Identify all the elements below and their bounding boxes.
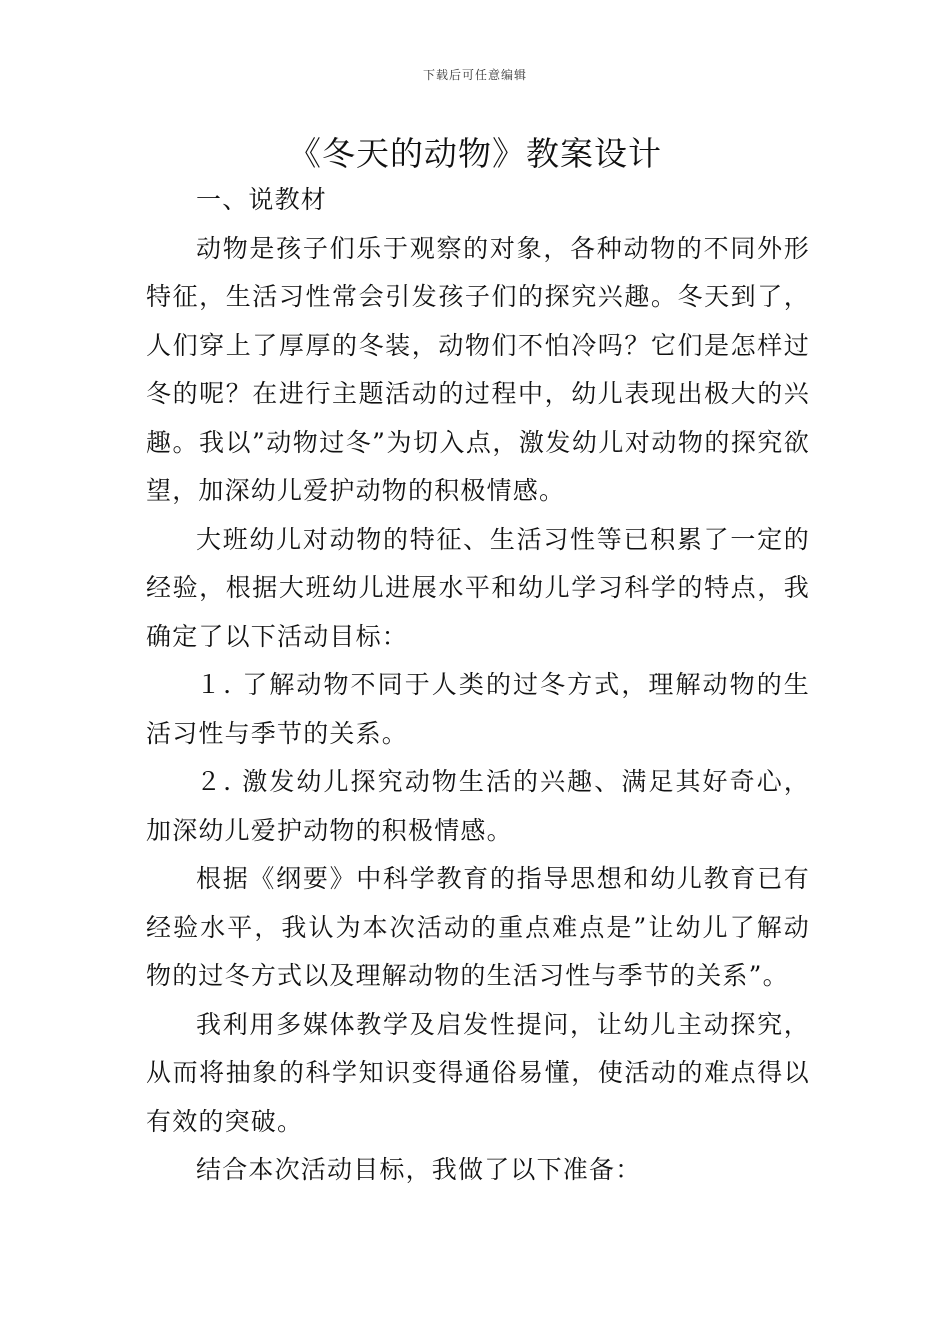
paragraph-key-points: 根据《纲要》中科学教育的指导思想和幼儿教育已有经验水平，我认为本次活动的重点难点是”让幼儿了解动物的过冬方式以及理解动物的生活习性与季节的关系”。 xyxy=(146,864,810,990)
document-title: 《冬天的动物》教案设计 xyxy=(288,134,662,173)
goal-item-1: １. 了解动物不同于人类的过冬方式，理解动物的生活习性与季节的关系。 xyxy=(146,670,810,748)
section-heading: 一、说教材 xyxy=(196,185,328,214)
goal-item-2: ２. 激发幼儿探究动物生活的兴趣、满足其好奇心，加深幼儿爱护动物的积极情感。 xyxy=(146,767,810,845)
paragraph-method: 我利用多媒体教学及启发性提问，让幼儿主动探究，从而将抽象的科学知识变得通俗易懂，使活动的难点得以有效的突破。 xyxy=(146,1009,810,1136)
paragraph-preparation: 结合本次活动目标，我做了以下准备： xyxy=(196,1155,642,1184)
document-body xyxy=(146,176,810,1195)
header-note: 下载后可任意编辑 xyxy=(422,68,527,82)
paragraph-intro: 动物是孩子们乐于观察的对象，各种动物的不同外形特征，生活习性常会引发孩子们的探究兴趣。冬天到了，人们穿上了厚厚的冬装，动物们不怕冷吗？它们是怎样过冬的呢？在进行主题活动的过程中，幼儿表现出极大的兴趣。我以”动物过冬”为切入点，激发幼儿对动物的探究欲望，加深幼儿爱护动物的积极情感。 xyxy=(146,233,810,505)
paragraph-experience: 大班幼儿对动物的特征、生活习性等已积累了一定的经验，根据大班幼儿进展水平和幼儿学习科学的特点，我确定了以下活动目标： xyxy=(146,524,810,651)
